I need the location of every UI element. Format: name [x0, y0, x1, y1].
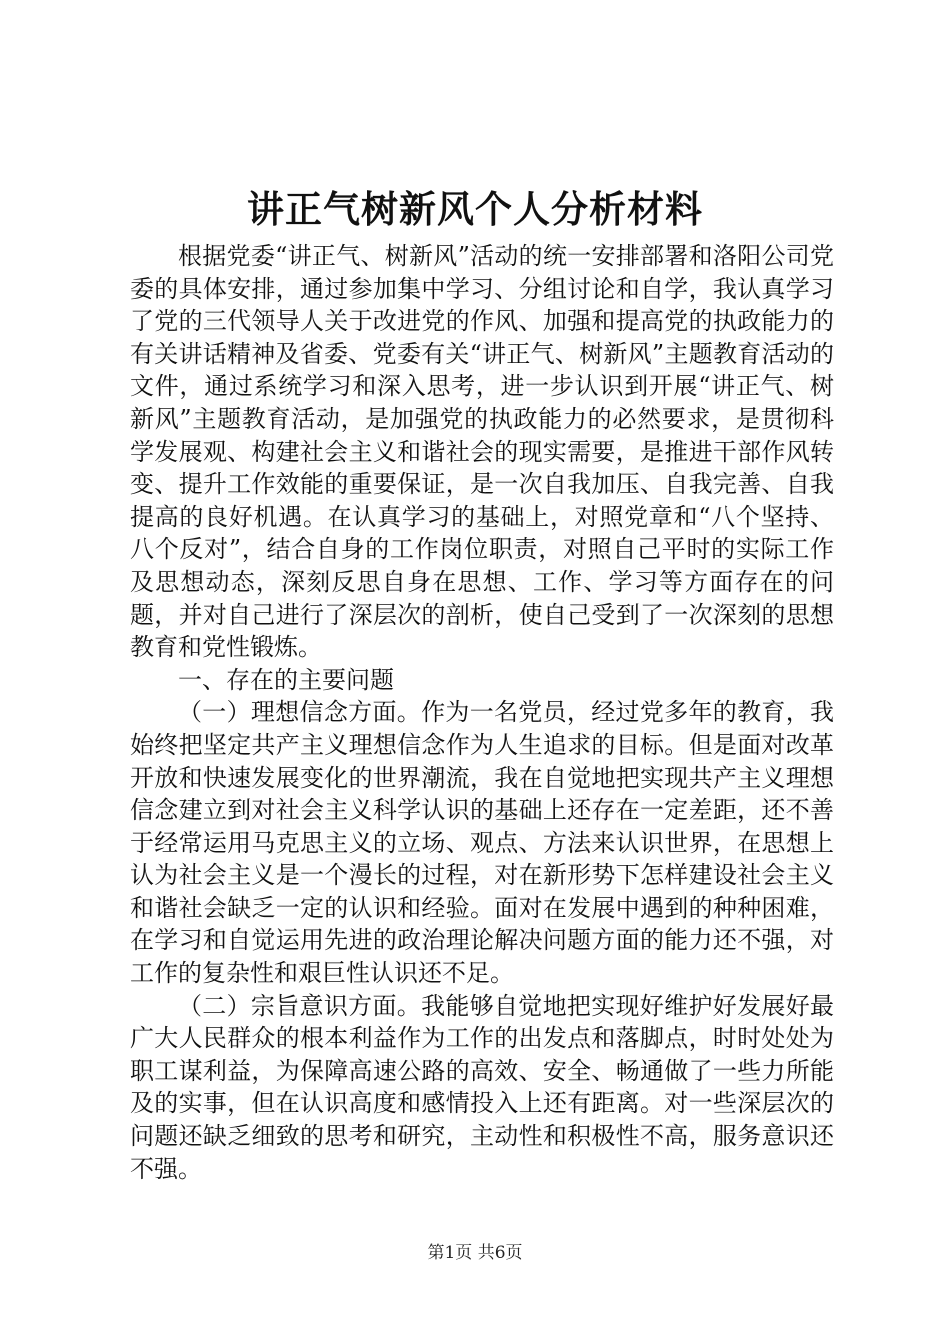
ideals-paragraph: （一）理想信念方面。作为一名党员，经过党多年的教育，我始终把坚定共产主义理想信念作为人生追求的目标。但是面对改革开放和快速发展变化的世界潮流，我在自觉地把实现共产主义理想信念建立到对社会主义科学认识的基础上还存在一定差距，还不善于经常运用马克思主义的立场、观点、方法来认识世界，在思想上认为社会主义是一个漫长的过程，对在新形势下怎样建设社会主义和谐社会缺乏一定的认识和经验。面对在发展中遇到的种种困难，在学习和自觉运用先进的政治理论解决问题方面的能力还不强，对工作的复杂性和艰巨性认识还不足。	[130, 698, 834, 988]
purpose-paragraph: （二）宗旨意识方面。我能够自觉地把实现好维护好发展好最广大人民群众的根本利益作为工作的出发点和落脚点，时时处处为职工谋利益，为保障高速公路的高效、安全、畅通做了一些力所能及的实事，但在认识高度和感情投入上还有距离。对一些深层次的问题还缺乏细致的思考和研究，主动性和积极性不高，服务意识还不强。	[130, 991, 834, 1183]
intro-paragraph: 根据党委“讲正气、树新风”活动的统一安排部署和洛阳公司党委的具体安排，通过参加集中学习、分组讨论和自学，我认真学习了党的三代领导人关于改进党的作风、加强和提高党的执政能力的有关讲话精神及省委、党委有关“讲正气、树新风”主题教育活动的文件，通过系统学习和深入思考，进一步认识到开展“讲正气、树新风”主题教育活动，是加强党的执政能力的必然要求，是贯彻科学发展观、构建社会主义和谐社会的现实需要，是推进干部作风转变、提升工作效能的重要保证，是一次自我加压、自我完善、自我提高的良好机遇。在认真学习的基础上，对照党章和“八个坚持、八个反对”，结合自身的工作岗位职责，对照自己平时的实际工作及思想动态，深刻反思自身在思想、工作、学习等方面存在的问题，并对自己进行了深层次的剖析，使自己受到了一次深刻的思想教育和党性锻炼。	[130, 242, 834, 662]
page-footer: 第1页 共6页	[427, 1243, 523, 1263]
section-heading: 一、存在的主要问题	[178, 665, 394, 694]
document-body	[130, 240, 834, 1185]
document-title: 讲正气树新风个人分析材料	[247, 187, 703, 231]
